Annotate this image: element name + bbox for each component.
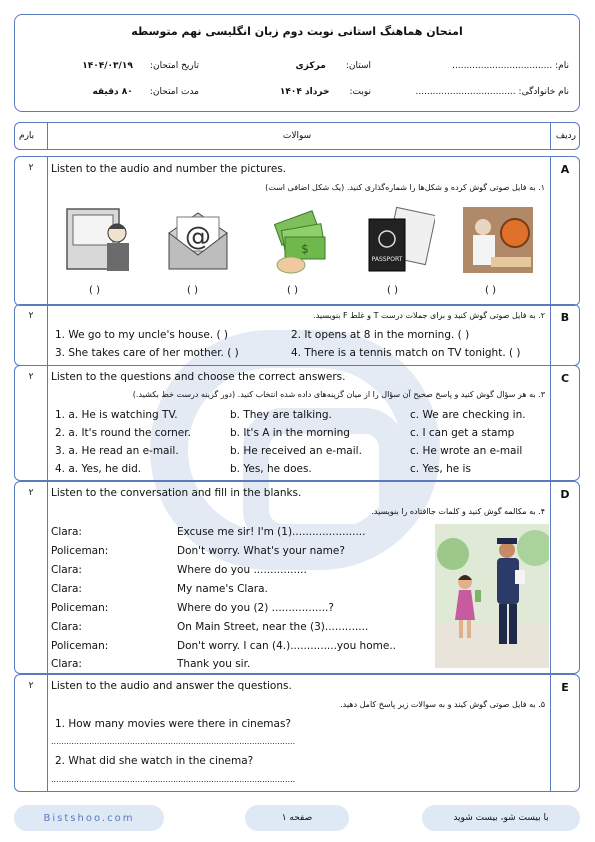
email-envelope-picture bbox=[161, 203, 235, 277]
question-2: 2. What did she watch in the cinema? bbox=[55, 755, 254, 767]
instruction-en: Listen to the questions and choose the correct answers. bbox=[51, 371, 346, 383]
tf-item-4: 4. There is a tennis match on TV tonight. ( ) bbox=[291, 347, 521, 359]
instruction-en: Listen to the audio and number the pictures. bbox=[51, 163, 287, 175]
speaker-label: Clara: bbox=[51, 526, 82, 538]
choice-4a[interactable]: 4. a. Yes, he did. bbox=[55, 463, 142, 475]
tf-item-2: 2. It opens at 8 in the morning. ( ) bbox=[291, 329, 470, 341]
speaker-label: Policeman: bbox=[51, 545, 109, 557]
instruction-fa: ۲. به فایل صوتی گوش کنید و برای جملات درست T و غلط F بنویسید. bbox=[313, 311, 545, 320]
duration-field: مدت امتحان: ۸۰ دقیقه bbox=[92, 87, 199, 97]
exam-title: امتحان هماهنگ استانی نوبت دوم زبان انگلیسی نهم متوسطه bbox=[131, 25, 463, 38]
speaker-label: Policeman: bbox=[51, 640, 109, 652]
svg-text:$: $ bbox=[301, 242, 309, 256]
exam-header bbox=[14, 14, 580, 112]
province-field: استان: مرکزی bbox=[295, 61, 371, 71]
section-letter: A bbox=[560, 163, 570, 176]
section-score: ۲ bbox=[28, 311, 34, 321]
section-letter: E bbox=[561, 681, 569, 694]
family-name-field: نام خانوادگی: ................................... bbox=[415, 87, 569, 97]
choice-2b[interactable]: b. It's A in the morning bbox=[230, 427, 350, 439]
choice-4b[interactable]: b. Yes, he does. bbox=[230, 463, 312, 475]
choice-1a[interactable]: 1. a. He is watching TV. bbox=[55, 409, 178, 421]
choice-3b[interactable]: b. He received an e-mail. bbox=[230, 445, 362, 457]
footer-slogan: با بیست شو، بیست شوید bbox=[422, 805, 580, 831]
choice-4c[interactable]: c. Yes, he is bbox=[410, 463, 471, 475]
answer-line-1[interactable]: ................................................................................................ bbox=[51, 737, 296, 746]
dialogue-line: Where do you (2) .................? bbox=[177, 602, 334, 614]
speaker-label: Clara: bbox=[51, 658, 82, 670]
dialogue-line: My name's Clara. bbox=[177, 583, 268, 595]
speaker-label: Clara: bbox=[51, 621, 82, 633]
section-score: ۲ bbox=[28, 372, 34, 382]
instruction-en: Listen to the conversation and fill in the blanks. bbox=[51, 487, 302, 499]
section-score: ۲ bbox=[28, 488, 34, 498]
name-field: نام: ................................... bbox=[452, 61, 569, 71]
choice-3c[interactable]: c. He wrote an e-mail bbox=[410, 445, 523, 457]
exam-date-field: تاریخ امتحان: ۱۴۰۴/۰۳/۱۹ bbox=[82, 61, 199, 71]
row-column-label: ردیف bbox=[555, 131, 576, 141]
instruction-fa: ۱. به فایل صوتی گوش کرده و شکل‌ها را شماره‌گذاری کنید. (یک شکل اضافی است) bbox=[265, 183, 545, 192]
section-score: ۲ bbox=[28, 681, 34, 691]
instruction-fa: ۵. به فایل صوتی گوش کیند و به سوالات زیر پاسخ کامل دهید. bbox=[340, 700, 545, 709]
answer-line-2[interactable]: ................................................................................................ bbox=[51, 775, 296, 784]
score-column-label: بارم bbox=[19, 131, 35, 141]
answer-paren-5[interactable]: ( ) bbox=[485, 285, 496, 296]
tf-item-3: 3. She takes care of her mother. ( ) bbox=[55, 347, 239, 359]
dialogue-line: Don't worry. I can (4.)..............you home.. bbox=[177, 640, 397, 652]
answer-paren-2[interactable]: ( ) bbox=[187, 285, 198, 296]
tf-item-1: 1. We go to my uncle's house. ( ) bbox=[55, 329, 229, 341]
svg-text:PASSPORT: PASSPORT bbox=[371, 256, 403, 263]
answer-paren-3[interactable]: ( ) bbox=[287, 285, 298, 296]
dialogue-line: Thank you sir. bbox=[177, 658, 251, 670]
dialogue-line: Excuse me sir! I'm (1)...................... bbox=[177, 526, 366, 538]
money-picture bbox=[263, 203, 337, 277]
svg-text:@: @ bbox=[185, 222, 211, 252]
choice-1c[interactable]: c. We are checking in. bbox=[410, 409, 526, 421]
answer-paren-4[interactable]: ( ) bbox=[387, 285, 398, 296]
boy-at-board-picture bbox=[63, 203, 137, 277]
choice-2a[interactable]: 2. a. It's round the corner. bbox=[55, 427, 191, 439]
choice-3a[interactable]: 3. a. He read an e-mail. bbox=[55, 445, 179, 457]
site-link[interactable]: Bistshoo.com bbox=[14, 805, 164, 831]
section-e bbox=[14, 674, 580, 792]
section-a bbox=[14, 156, 580, 306]
instruction-fa: ۴. به مکالمه گوش کنید و کلمات جاافتاده را بنویسید. bbox=[371, 507, 545, 516]
page-number: صفحه ۱ bbox=[245, 805, 349, 831]
passport-picture bbox=[361, 203, 435, 277]
speaker-label: Policeman: bbox=[51, 602, 109, 614]
dialogue-line: On Main Street, near the (3)............. bbox=[177, 621, 369, 633]
section-letter: C bbox=[560, 372, 570, 385]
section-c bbox=[14, 365, 580, 481]
choice-1b[interactable]: b. They are talking. bbox=[230, 409, 332, 421]
question-1: 1. How many movies were there in cinemas? bbox=[55, 718, 291, 730]
section-b bbox=[14, 304, 580, 366]
instruction-en: Listen to the audio and answer the questions. bbox=[51, 680, 292, 692]
dialogue-line: Where do you ................ bbox=[177, 564, 307, 576]
dialogue-line: Don't worry. What's your name? bbox=[177, 545, 345, 557]
section-letter: D bbox=[560, 488, 570, 501]
speaker-label: Clara: bbox=[51, 564, 82, 576]
section-letter: B bbox=[560, 311, 570, 324]
speaker-label: Clara: bbox=[51, 583, 82, 595]
term-field: نوبت: خرداد ۱۴۰۴ bbox=[279, 87, 371, 97]
instruction-fa: ۳. به هر سؤال گوش کنید و پاسخ صحیح آن سؤال را از میان گزینه‌های داده شده انتخاب کنید. (دور گزینه درست خط بکشید.) bbox=[132, 390, 545, 399]
questions-column-label: سوالات bbox=[282, 131, 312, 141]
choice-2c[interactable]: c. I can get a stamp bbox=[410, 427, 515, 439]
bakery-oven-picture bbox=[461, 203, 535, 277]
section-score: ۲ bbox=[28, 163, 34, 173]
policeman-and-girl-picture bbox=[435, 524, 549, 668]
section-d bbox=[14, 481, 580, 674]
column-header bbox=[14, 122, 580, 150]
answer-paren-1[interactable]: ( ) bbox=[89, 285, 100, 296]
